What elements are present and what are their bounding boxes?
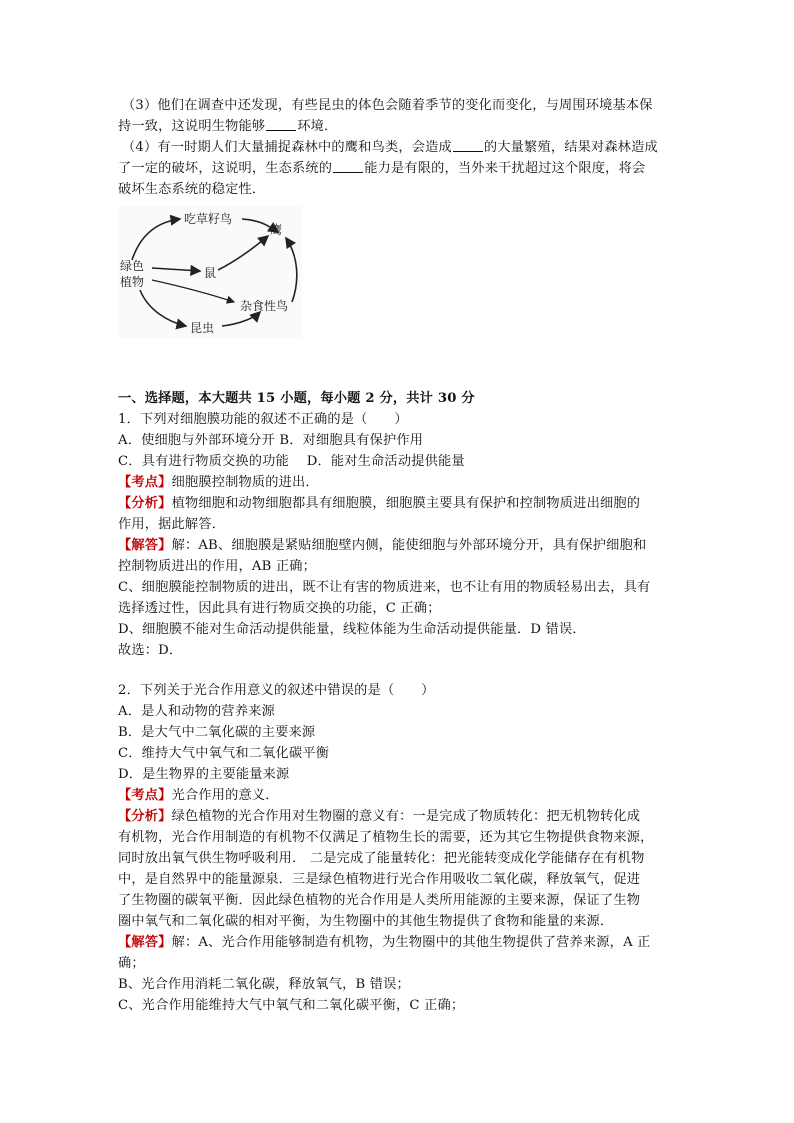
q2-jieda-line: 确； (118, 956, 145, 971)
section-title: 一、选择题，本大题共 15 小题，每小题 2 分，共计 30 分 (118, 391, 475, 406)
q4-line1: （4）有一时期人们大量捕捉森林中的鹰和鸟类，会造成 的大量繁殖，结果对森林造成 (122, 140, 658, 155)
q2-fenxi-line: 同时放出氧气供生物呼吸利用． 二是完成了能量转化：把光能转变成化学能储存在有机物 (118, 851, 645, 866)
producer-label-2: 植物 (120, 275, 145, 289)
q3-line1: （3）他们在调查中还发现，有些昆虫的体色会随着季节的变化而变化，与周围环境基本保 (122, 98, 653, 113)
q2-option-c: C．维持大气中氧气和二氧化碳平衡 (118, 746, 330, 761)
q2-fenxi-line: 了生物圈的碳氧平衡．因此绿色植物的光合作用是人类所用能源的主要来源，保证了生物 (118, 893, 641, 908)
answer-blank (453, 139, 483, 152)
q2-option-d: D．是生物界的主要能量来源 (118, 767, 290, 782)
mouse-label: 鼠 (204, 266, 217, 280)
q1-answer: 故选：D． (118, 643, 183, 658)
q2-jieda-line: B、光合作用消耗二氧化碳，释放氧气，B 错误； (118, 977, 410, 992)
q1-fenxi-line: 作用，据此解答． (118, 517, 226, 532)
q2-stem: 2．下列关于光合作用意义的叙述中错误的是（ ） (118, 683, 435, 698)
food-web-diagram (118, 206, 302, 338)
answer-blank (266, 118, 296, 131)
insect-label: 昆虫 (190, 321, 215, 335)
answer-blank (333, 160, 363, 173)
seed-bird-label: 吃草籽鸟 (184, 212, 233, 226)
q2-option-b: B．是大气中二氧化碳的主要来源 (118, 725, 316, 740)
q4-line2: 了一定的破坏，这说明，生态系统的 能力是有限的，当外来干扰超过这个限度，将会 (118, 161, 646, 176)
q1-jieda-line: C、细胞膜能控制物质的进出，既不让有害的物质进来，也不让有用的物质轻易出去，具有 (118, 580, 651, 595)
q4-line3: 破坏生态系统的稳定性． (118, 182, 266, 197)
q2-jieda-line: C、光合作用能维持大气中氧气和二氧化碳平衡，C 正确； (118, 998, 465, 1013)
q3-line2: 持一致，这说明生物能够 环境． (118, 119, 338, 134)
q1-jieda-line: 控制物质进出的作用，AB 正确； (118, 559, 317, 574)
q2-fenxi-line: 中，是自然界中的能量源泉．三是绿色植物进行光合作用吸收二氧化碳，释放氧气，促进 (118, 872, 641, 887)
q2-fenxi-line: 【分析】绿色植物的光合作用对生物圈的意义有：一是完成了物质转化：把无机物转化成 (118, 809, 641, 824)
q2-fenxi-line: 有机物，光合作用制造的有机物不仅满足了植物生长的需要，还为其它生物提供食物来源， (118, 830, 654, 845)
q1-jieda-line: 选择透过性，因此具有进行物质交换的功能，C 正确； (118, 601, 441, 616)
q1-kaodian: 【考点】细胞膜控制物质的进出． (118, 475, 319, 490)
q1-stem: 1．下列对细胞膜功能的叙述不正确的是（ ） (118, 412, 408, 427)
q2-jieda-line: 【解答】解：A、光合作用能够制造有机物，为生物圈中的其他生物提供了营养来源，A 正 (118, 935, 651, 950)
q1-fenxi-line: 【分析】植物细胞和动物细胞都具有细胞膜，细胞膜主要具有保护和控制物质进出细胞的 (118, 496, 641, 511)
q1-option-line: A．使细胞与外部环境分开 B．对细胞具有保护作用 (118, 433, 424, 448)
producer-label-1: 绿色 (120, 259, 145, 273)
omnivore-bird-label: 杂食性鸟 (240, 299, 289, 313)
q1-jieda-line: D、细胞膜不能对生命活动提供能量，线粒体能为生命活动提供能量．D 错误． (118, 622, 586, 637)
q2-fenxi-line: 圈中氧气和二氧化碳的相对平衡，为生物圈中的其他生物提供了食物和能量的来源． (118, 914, 614, 929)
q2-kaodian: 【考点】光合作用的意义． (118, 788, 279, 803)
hawk-label: 鹰 (270, 223, 283, 237)
q2-option-a: A．是人和动物的营养来源 (118, 704, 275, 719)
q1-option-line: C．具有进行物质交换的功能 D．能对生命活动提供能量 (118, 454, 465, 469)
q1-jieda-line: 【解答】解：AB、细胞膜是紧贴细胞壁内侧，能使细胞与外部环境分开，具有保护细胞和 (118, 538, 647, 553)
